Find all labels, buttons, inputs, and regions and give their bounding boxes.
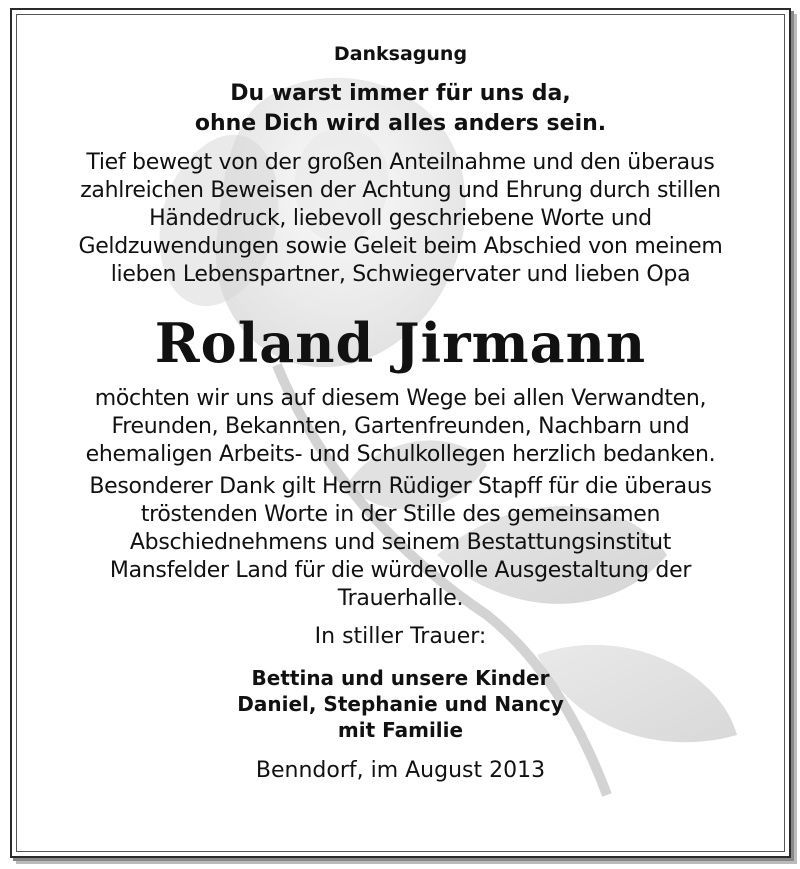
- thanks-line: Freunden, Bekannten, Gartenfreunden, Nachbarn und: [111, 414, 690, 439]
- signoff: In stiller Trauer:: [314, 624, 487, 649]
- special-line: Besonderer Dank gilt Herrn Rüdiger Stapff für die überaus: [89, 474, 712, 499]
- deceased-name: Roland Jirmann: [154, 311, 647, 375]
- motto: [17, 79, 784, 139]
- special-line: Trauerhalle.: [337, 586, 464, 611]
- notice-content: [17, 15, 784, 785]
- signer-line: Daniel, Stephanie und Nancy: [237, 692, 564, 716]
- notice-border: [16, 14, 785, 852]
- intro-line: Händedruck, liebevoll geschriebene Worte und: [149, 206, 652, 231]
- special-line: Mansfelder Land für die würdevolle Ausgestaltung der: [109, 558, 692, 583]
- thanks-paragraph: [17, 385, 784, 469]
- intro-paragraph: [17, 149, 784, 289]
- thanks-line: möchten wir uns auf diesem Wege bei allen Verwandten,: [94, 386, 707, 411]
- signer-line: Bettina und unsere Kinder: [251, 666, 550, 690]
- signers: [17, 665, 784, 743]
- intro-line: Geldzuwendungen sowie Geleit beim Abschied von meinem: [78, 234, 723, 259]
- special-thanks-paragraph: [17, 473, 784, 613]
- intro-line: Tief bewegt von der großen Anteilnahme und den überaus: [86, 150, 715, 175]
- thanks-line: ehemaligen Arbeits- und Schulkollegen herzlich bedanken.: [85, 442, 716, 467]
- place-date: Benndorf, im August 2013: [255, 758, 546, 783]
- motto-line: Du warst immer für uns da,: [230, 81, 571, 106]
- notice-frame: [10, 8, 791, 858]
- notice-heading: Danksagung: [333, 43, 468, 65]
- signer-line: mit Familie: [337, 718, 464, 742]
- motto-line: ohne Dich wird alles anders sein.: [194, 111, 607, 136]
- intro-line: lieben Lebenspartner, Schwiegervater und lieben Opa: [110, 262, 691, 287]
- special-line: tröstenden Worte in der Stille des gemeinsamen: [140, 502, 661, 527]
- intro-line: zahlreichen Beweisen der Achtung und Ehrung durch stillen: [80, 178, 721, 203]
- special-line: Abschiednehmens und seinem Bestattungsinstitut: [129, 530, 672, 555]
